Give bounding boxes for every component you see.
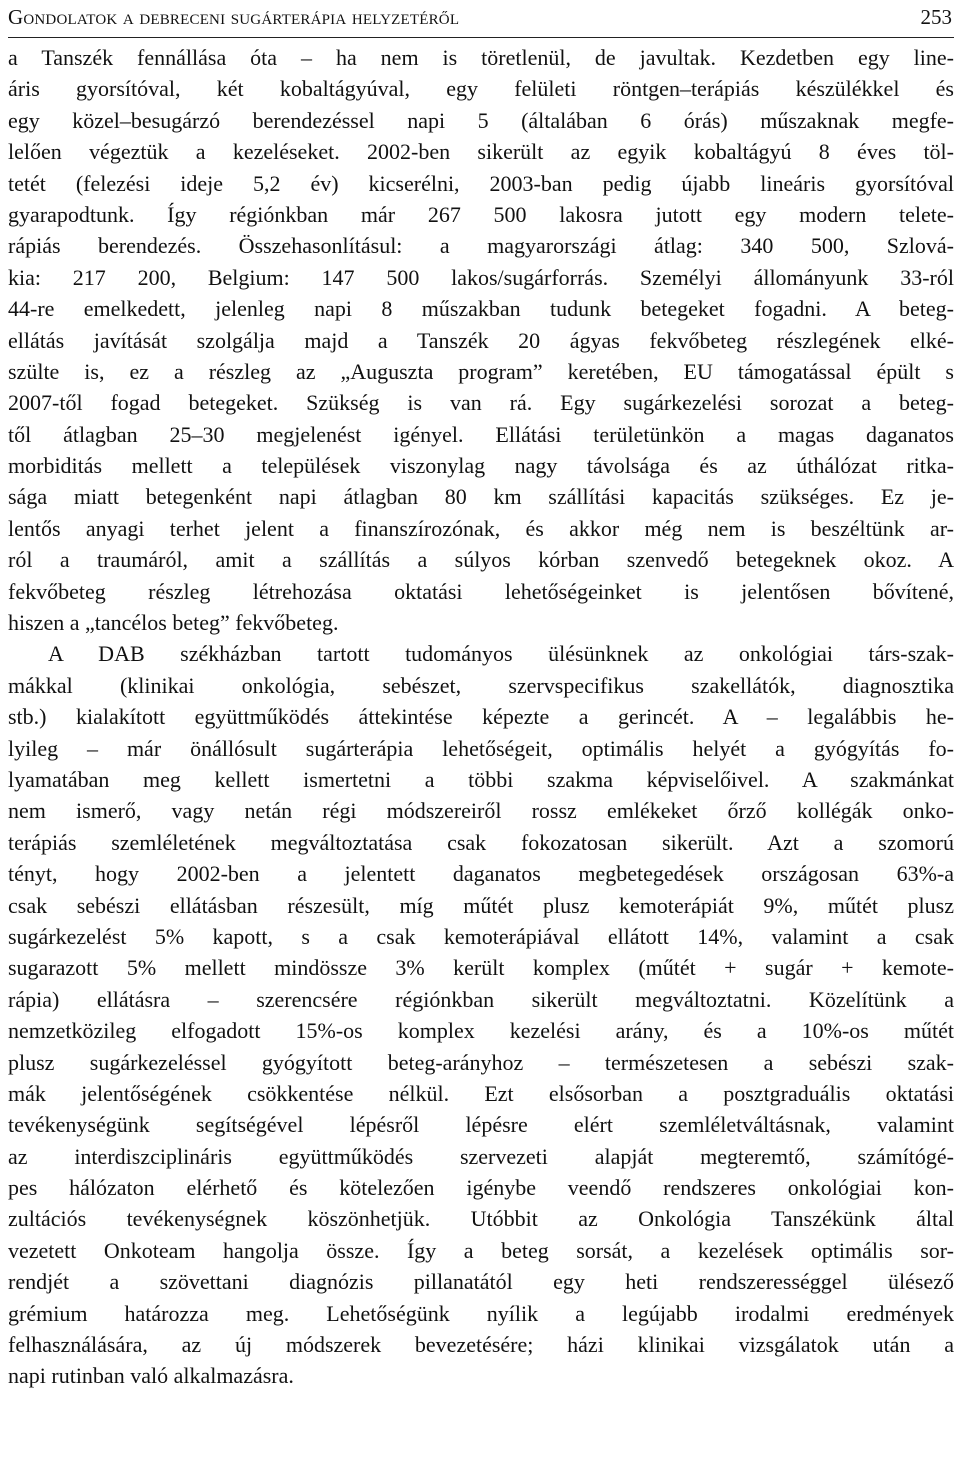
page-number: 253 bbox=[920, 5, 952, 29]
text-line: sugarazott 5% mellett mindössze 3% került komplex (műtét + sugár + kemote- bbox=[8, 955, 954, 981]
paragraph-last-line: hiszen a „tancélos beteg” fekvőbeteg. bbox=[8, 610, 339, 636]
body-text bbox=[8, 42, 954, 1392]
text-line: egy közel–besugárzó berendezéssel napi 5 (általában 6 órás) műszaknak megfe- bbox=[8, 107, 954, 133]
text-line: lelően végeztük a kezeléseket. 2002-ben sikerült az egyik kobaltágyú 8 éves töl- bbox=[8, 139, 954, 165]
text-line: nemzetközileg elfogadott 15%-os komplex kezelési arány, és a 10%-os műtét bbox=[8, 1018, 954, 1044]
text-line: tetét (felezési ideje 5,2 év) kicserélni, 2003-ban pedig újabb lineáris gyorsítóval bbox=[8, 170, 954, 196]
text-line: lyamatában meg kellett ismertetni a többi szakma képviselőivel. A szakmánkat bbox=[8, 766, 954, 792]
text-line: kia: 217 200, Belgium: 147 500 lakos/sugárforrás. Személyi állományunk 33-ról bbox=[8, 264, 954, 290]
text-line: sugárkezelést 5% kapott, s a csak kemoterápiával ellátott 14%, valamint a csak bbox=[8, 923, 954, 949]
paragraph-last-line: napi rutinban való alkalmazásra. bbox=[8, 1363, 294, 1389]
text-line: mák jelentőségének csökkentése nélkül. Ezt elsősorban a posztgraduális oktatási bbox=[8, 1080, 954, 1106]
text-line: ellátás javítását szolgálja majd a Tanszék 20 ágyas fekvőbeteg részlegének elké- bbox=[8, 327, 954, 353]
text-line: 44-re emelkedett, jelenleg napi 8 műszakban tudunk betegeket fogadni. A beteg- bbox=[8, 296, 954, 322]
text-line: szülte is, ez a részleg az „Auguszta program” keretében, EU támogatással épült s bbox=[8, 358, 954, 384]
text-line: lyileg – már önállósult sugárterápia lehetőségeit, optimális helyét a gyógyítás fo- bbox=[8, 735, 954, 761]
text-line: rápiás berendezés. Összehasonlításul: a magyarországi átlag: 340 500, Szlová- bbox=[8, 233, 954, 259]
text-line: morbiditás mellett a települések viszonylag nagy távolsága és az úthálózat ritka- bbox=[8, 453, 954, 479]
text-line: fekvőbeteg részleg létrehozása oktatási lehetőségeinket is jelentősen bővítené, bbox=[8, 578, 954, 604]
text-line: ról a traumáról, amit a szállítás a súlyos kórban szenvedő betegeknek okoz. A bbox=[8, 547, 954, 573]
running-header bbox=[8, 0, 954, 38]
text-line: mákkal (klinikai onkológia, sebészet, szervspecifikus szakellátók, diagnosztika bbox=[8, 672, 954, 698]
text-line: rápia) ellátásra – szerencsére régiónkban sikerült megváltoztatni. Közelítünk a bbox=[8, 986, 954, 1012]
text-line: rendjét a szövettani diagnózis pillanatától egy heti rendszerességgel ülésező bbox=[8, 1269, 954, 1295]
text-line: felhasználására, az új módszerek bevezetésére; házi klinikai vizsgálatok után a bbox=[8, 1332, 954, 1358]
text-line: csak sebészi ellátásban részesült, míg műtét plusz kemoterápiát 9%, műtét plusz bbox=[8, 892, 954, 918]
text-line: pes hálózaton elérhető és kötelezően igénybe veendő rendszeres onkológiai kon- bbox=[8, 1175, 954, 1201]
text-line: lentős anyagi terhet jelent a finanszírozónak, és akkor még nem is beszéltünk ar- bbox=[8, 515, 954, 541]
text-line: a Tanszék fennállása óta – ha nem is töretlenül, de javultak. Kezdetben egy line- bbox=[8, 45, 954, 70]
text-line: az interdiszciplináris együttműködés szervezeti alapját megteremtő, számítógé- bbox=[8, 1143, 954, 1169]
text-line: plusz sugárkezeléssel gyógyított beteg-arányhoz – természetesen a sebészi szak- bbox=[8, 1049, 954, 1075]
text-line: áris gyorsítóval, két kobaltágyúval, egy felületi röntgen–terápiás készülékkel és bbox=[8, 76, 954, 102]
text-line: vezetett Onkoteam hangolja össze. Így a beteg sorsát, a kezelések optimális sor- bbox=[8, 1237, 954, 1263]
text-line: terápiás szemléletének megváltoztatása csak fokozatosan sikerült. Azt a szomorú bbox=[8, 829, 954, 855]
text-line: sága miatt betegenként napi átlagban 80 km szállítási kapacitás szükséges. Ez je- bbox=[8, 484, 954, 510]
text-line: grémium határozza meg. Lehetőségünk nyílik a legújabb irodalmi eredmények bbox=[8, 1300, 954, 1326]
paragraph-first-line: A DAB székházban tartott tudományos ülésünknek az onkológiai társ-szak- bbox=[48, 641, 954, 667]
running-title: Gondolatok a debreceni sugárterápia helyzetéről bbox=[8, 5, 460, 29]
text-line: zultációs tevékenységnek köszönhetjük. Utóbbit az Onkológia Tanszékünk által bbox=[8, 1206, 954, 1232]
text-line: tényt, hogy 2002-ben a jelentett daganatos megbetegedések országosan 63%-a bbox=[8, 861, 954, 887]
document-page bbox=[8, 0, 954, 1392]
text-line: stb.) kialakított együttműködés áttekintése képezte a gerincét. A – legalábbis he- bbox=[8, 704, 954, 730]
text-line: től átlagban 25–30 megjelenést igényel. Ellátási területünkön a magas daganatos bbox=[8, 421, 954, 447]
text-line: 2007-től fogad betegeket. Szükség is van rá. Egy sugárkezelési sorozat a beteg- bbox=[8, 390, 954, 416]
text-line: tevékenységünk segítségével lépésről lépésre elért szemléletváltásnak, valamint bbox=[8, 1112, 954, 1138]
text-line: gyarapodtunk. Így régiónkban már 267 500 lakosra jutott egy modern telete- bbox=[8, 201, 954, 227]
text-line: nem ismerő, vagy netán régi módszereiről rossz emlékeket őrző kollégák onko- bbox=[8, 798, 954, 824]
